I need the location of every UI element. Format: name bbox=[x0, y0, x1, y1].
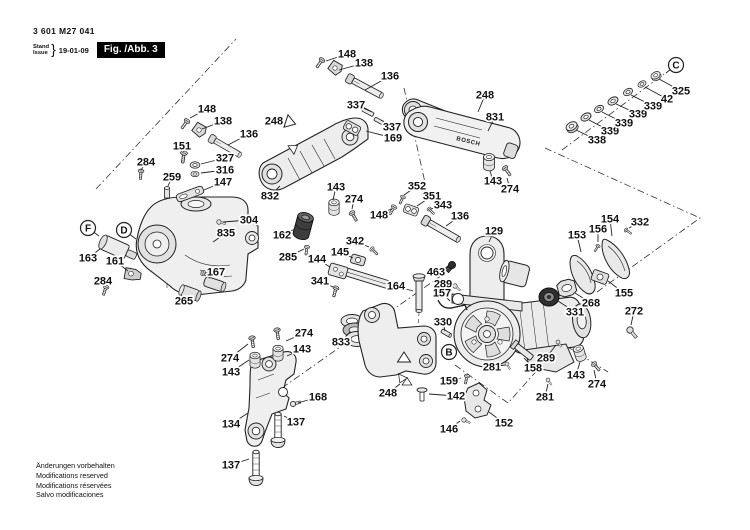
reference-balloon-letter: D bbox=[120, 225, 128, 237]
part-label: 338 bbox=[587, 134, 607, 147]
part-label: 274 bbox=[220, 352, 240, 365]
part-label: 463 bbox=[426, 266, 446, 279]
reference-balloon-letter: B bbox=[445, 347, 453, 359]
part-label: 143 bbox=[566, 369, 586, 382]
part-label: 157 bbox=[432, 287, 452, 300]
issue-date: 19-01-09 bbox=[58, 45, 89, 55]
part-label: 835 bbox=[216, 227, 236, 240]
part-label: 162 bbox=[272, 229, 292, 242]
part-label: 168 bbox=[308, 391, 328, 404]
part-label: 148 bbox=[369, 209, 389, 222]
bosch-logo-text: BOSCH bbox=[455, 136, 481, 148]
part-label: 316 bbox=[215, 164, 235, 177]
part-label: 351 bbox=[422, 190, 442, 203]
part-label: 248 bbox=[475, 89, 495, 102]
part-label: 831 bbox=[485, 111, 505, 124]
diagram-artwork bbox=[97, 57, 663, 486]
part-label: 352 bbox=[407, 180, 427, 193]
figure-number-badge: Fig. /Abb. 3 bbox=[97, 42, 165, 58]
notice-line-de: Änderungen vorbehalten bbox=[36, 461, 115, 470]
part-label: 274 bbox=[500, 183, 520, 196]
part-label: 144 bbox=[307, 253, 327, 266]
part-label: 327 bbox=[215, 152, 235, 165]
part-label: 281 bbox=[535, 391, 555, 404]
part-label: 138 bbox=[213, 115, 233, 128]
part-label: 337 bbox=[346, 99, 366, 112]
part-label: 163 bbox=[78, 252, 98, 265]
part-label: 265 bbox=[174, 295, 194, 308]
part-label: 832 bbox=[260, 190, 280, 203]
part-label: 330 bbox=[433, 316, 453, 329]
notice-line-en: Modifications reserved bbox=[36, 470, 108, 480]
part-label: 339 bbox=[600, 125, 620, 138]
part-label: 137 bbox=[286, 416, 306, 429]
part-label: 148 bbox=[197, 103, 217, 116]
part-label: 259 bbox=[162, 171, 182, 184]
brace-glyph: } bbox=[51, 41, 56, 57]
part-label: 339 bbox=[614, 117, 634, 130]
part-label: 42 bbox=[660, 93, 674, 106]
stand-issue-label: Stand Issue bbox=[33, 43, 50, 56]
part-label: 274 bbox=[344, 193, 364, 206]
part-label: 152 bbox=[494, 417, 514, 430]
part-label: 155 bbox=[614, 287, 634, 300]
part-label: 332 bbox=[630, 216, 650, 229]
reference-balloon-letter: F bbox=[84, 223, 92, 235]
part-label: 147 bbox=[213, 176, 233, 189]
part-label: 146 bbox=[439, 423, 459, 436]
part-label: 134 bbox=[221, 418, 241, 431]
part-label: 337 bbox=[382, 121, 402, 134]
part-label: 248 bbox=[378, 387, 398, 400]
part-label: 281 bbox=[482, 361, 502, 374]
part-label: 325 bbox=[671, 85, 691, 98]
notice-line-es: Salvo modificaciones bbox=[36, 490, 104, 500]
part-label: 284 bbox=[136, 156, 156, 169]
part-label: 268 bbox=[581, 297, 601, 310]
part-label: 289 bbox=[536, 352, 556, 365]
part-label: 331 bbox=[565, 306, 585, 319]
part-label: 143 bbox=[221, 366, 241, 379]
part-label: 161 bbox=[105, 255, 125, 268]
part-label: 833 bbox=[331, 336, 351, 349]
part-label: 343 bbox=[433, 199, 453, 212]
part-label: 148 bbox=[337, 48, 357, 61]
part-label: 285 bbox=[278, 251, 298, 264]
part-label: 138 bbox=[354, 57, 374, 70]
part-label: 137 bbox=[221, 459, 241, 472]
part-label: 248 bbox=[264, 115, 284, 128]
part-label: 339 bbox=[643, 100, 663, 113]
part-label: 341 bbox=[310, 275, 330, 288]
part-label: 151 bbox=[172, 140, 192, 153]
part-label: 289 bbox=[433, 278, 453, 291]
notice-line-fr: Modifications réservées bbox=[36, 480, 112, 490]
part-label: 143 bbox=[483, 175, 503, 188]
part-label: 284 bbox=[93, 275, 113, 288]
part-label: 169 bbox=[383, 132, 403, 145]
part-label: 143 bbox=[292, 343, 312, 356]
part-label: 274 bbox=[294, 327, 314, 340]
document-part-number: 3 601 M27 041 bbox=[33, 26, 95, 36]
part-label: 136 bbox=[380, 70, 400, 83]
part-label: 129 bbox=[484, 225, 504, 238]
part-label: 158 bbox=[523, 362, 543, 375]
part-label: 159 bbox=[439, 375, 459, 388]
part-label: 156 bbox=[588, 223, 608, 236]
part-label: 304 bbox=[239, 214, 259, 227]
part-label: 164 bbox=[386, 280, 406, 293]
part-label: 136 bbox=[450, 210, 470, 223]
part-label: 274 bbox=[587, 378, 607, 391]
part-label: 167 bbox=[206, 266, 226, 279]
part-label: 136 bbox=[239, 128, 259, 141]
part-label: 142 bbox=[446, 390, 466, 403]
part-label: 339 bbox=[628, 108, 648, 121]
part-label: 272 bbox=[624, 305, 644, 318]
part-label: 342 bbox=[345, 235, 365, 248]
part-label: 145 bbox=[330, 246, 350, 259]
part-label: 153 bbox=[567, 229, 587, 242]
part-label: 154 bbox=[600, 213, 620, 226]
modifications-notice bbox=[36, 461, 115, 500]
part-label: 143 bbox=[326, 181, 346, 194]
reference-balloon-letter: C bbox=[672, 60, 680, 72]
